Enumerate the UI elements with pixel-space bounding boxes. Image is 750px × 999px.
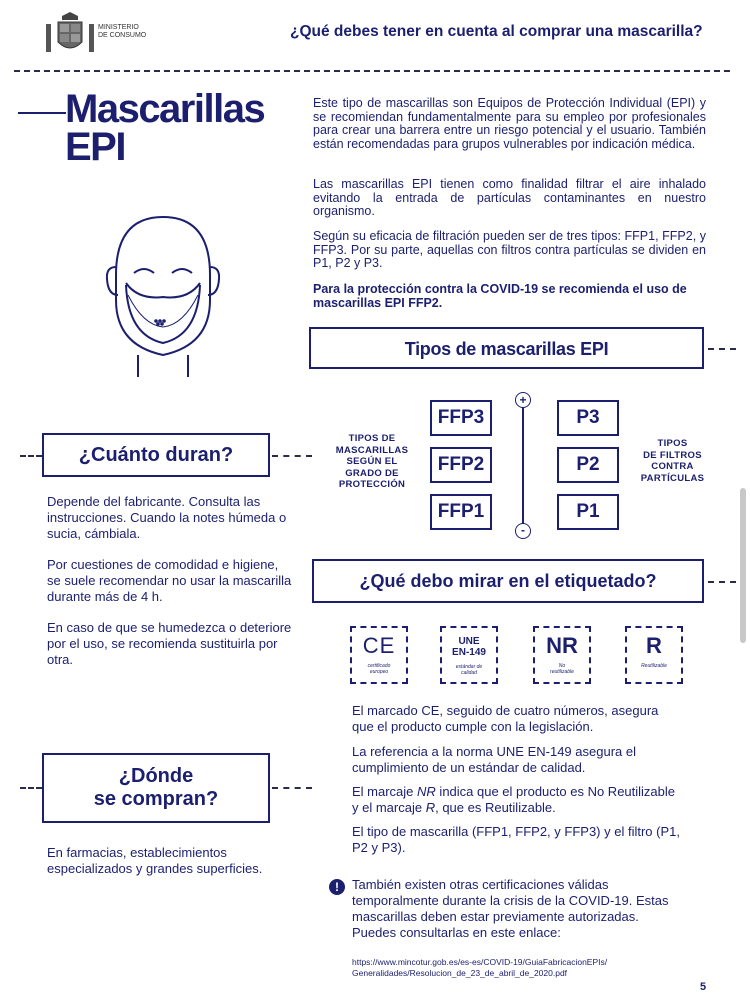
page-number: 5 bbox=[700, 981, 707, 993]
ce-symbol: CE bbox=[362, 633, 396, 658]
tipos-connector bbox=[708, 348, 736, 350]
nr-symbol: NR bbox=[546, 633, 578, 658]
r-symbol: R bbox=[646, 633, 662, 658]
intro-paragraph-2: Las mascarillas EPI tienen como finalidad filtrar el aire inhalado evitando la entrada de partículas contaminantes en nuestro organismo. bbox=[313, 177, 706, 218]
donde-heading-box bbox=[42, 753, 270, 823]
r-mark: R Reutilizable bbox=[625, 626, 683, 684]
grade-ffp2: FFP2 bbox=[430, 447, 492, 483]
cuanto-connector-right bbox=[272, 455, 312, 457]
etiquetado-heading-box bbox=[312, 559, 704, 603]
minus-icon: - bbox=[515, 523, 531, 539]
cuanto-paragraph-1: Depende del fabricante. Consulta las instrucciones. Cuando la notes húmeda o sucia, cámbiala. bbox=[47, 494, 287, 541]
header-divider bbox=[14, 70, 730, 72]
donde-heading: ¿Dónde se compran? bbox=[93, 765, 219, 810]
tipos-heading-box bbox=[309, 327, 704, 369]
header-question: ¿Qué debes tener en cuenta al comprar una mascarilla? bbox=[290, 23, 703, 40]
cuanto-heading-box bbox=[42, 433, 270, 477]
ministry-logo bbox=[42, 10, 98, 58]
grade-ffp1: FFP1 bbox=[430, 494, 492, 530]
etiquetado-paragraph-une: La referencia a la norma UNE EN-149 asegura el cumplimiento de un estándar de calidad. bbox=[352, 744, 636, 775]
face-mask-illustration bbox=[98, 205, 228, 380]
note-paragraph: También existen otras certificaciones válidas temporalmente durante la crisis de la COVID-19. Estas mascarillas deben estar previamente autorizadas. Puedes consultarlas en este enlace: bbox=[352, 877, 669, 940]
nr-mark: NR No reutilizable bbox=[533, 626, 591, 684]
scale-line bbox=[522, 405, 524, 525]
resolution-link[interactable]: https://www.mincotur.gob.es/es-es/COVID-19/GuiaFabricacionEPIs/ Generalidades/Resolucion_de_23_de_abril_de_2020.pdf bbox=[352, 957, 608, 978]
cuanto-connector-left bbox=[20, 455, 42, 457]
coat-of-arms-icon bbox=[42, 10, 98, 58]
ce-mark: CE certificado europeo bbox=[350, 626, 408, 684]
cuanto-heading: ¿Cuánto duran? bbox=[78, 444, 234, 466]
une-en149-mark: UNE EN-149 estándar de calidad bbox=[440, 626, 498, 684]
page-title: Mascarillas EPI bbox=[65, 87, 265, 169]
ffp-types-label: TIPOS DE MASCARILLAS SEGÚN EL GRADO DE PROTECCIÓN bbox=[335, 433, 409, 490]
etiquetado-connector bbox=[708, 581, 736, 583]
cuanto-paragraph-3: En caso de que se humedezca o deteriore por el uso, se recomienda sustituirla por otra. bbox=[47, 620, 292, 667]
etiquetado-heading: ¿Qué debo mirar en el etiquetado? bbox=[359, 571, 657, 591]
filter-p1: P1 bbox=[557, 494, 619, 530]
head-with-mask-icon bbox=[98, 205, 228, 380]
etiquetado-paragraph-nr: El marcaje NR indica que el producto es No Reutilizable y el marcaje R, que es Reutilizable. bbox=[352, 784, 676, 815]
grade-ffp3: FFP3 bbox=[430, 400, 492, 436]
etiquetado-paragraph-tipo: El tipo de mascarilla (FFP1, FFP2, y FFP3) y el filtro (P1, P2 y P3). bbox=[352, 824, 680, 855]
intro-paragraph-recommendation: Para la protección contra la COVID-19 se recomienda el uso de mascarillas EPI FFP2. bbox=[313, 282, 687, 310]
title-rule bbox=[18, 112, 66, 114]
donde-connector-right bbox=[272, 787, 312, 789]
plus-icon: + bbox=[515, 392, 531, 408]
scrollbar[interactable] bbox=[740, 488, 746, 643]
intro-paragraph-1: Este tipo de mascarillas son Equipos de Protección Individual (EPI) y se recomiendan fundamentalmente para su empleo por profesionales para crear una barrera entre un riesgo potencial y el usuario. También están recomendadas para grupos vulnerables por indicación médica. bbox=[313, 96, 706, 151]
filter-p3: P3 bbox=[557, 400, 619, 436]
donde-connector-left bbox=[20, 787, 42, 789]
ministry-name: MINISTERIO DE CONSUMO bbox=[98, 24, 147, 39]
filter-types-label: TIPOS DE FILTROS CONTRA PARTÍCULAS bbox=[640, 438, 705, 484]
warning-icon: ! bbox=[329, 879, 345, 895]
tipos-heading: Tipos de mascarillas EPI bbox=[404, 339, 609, 359]
etiquetado-paragraph-ce: El marcado CE, seguido de cuatro números, asegura que el producto cumple con la legislación. bbox=[352, 703, 659, 734]
intro-paragraph-3: Según su eficacia de filtración pueden ser de tres tipos: FFP1, FFP2, y FFP3. Por su parte, aquellas con filtros contra partículas se dividen en P1, P2 y P3. bbox=[313, 229, 706, 270]
cuanto-paragraph-2: Por cuestiones de comodidad e higiene, se suele recomendar no usar la mascarilla durante más de 4 h. bbox=[47, 557, 292, 604]
donde-paragraph: En farmacias, establecimientos especializados y grandes superficies. bbox=[47, 845, 263, 876]
filter-p2: P2 bbox=[557, 447, 619, 483]
